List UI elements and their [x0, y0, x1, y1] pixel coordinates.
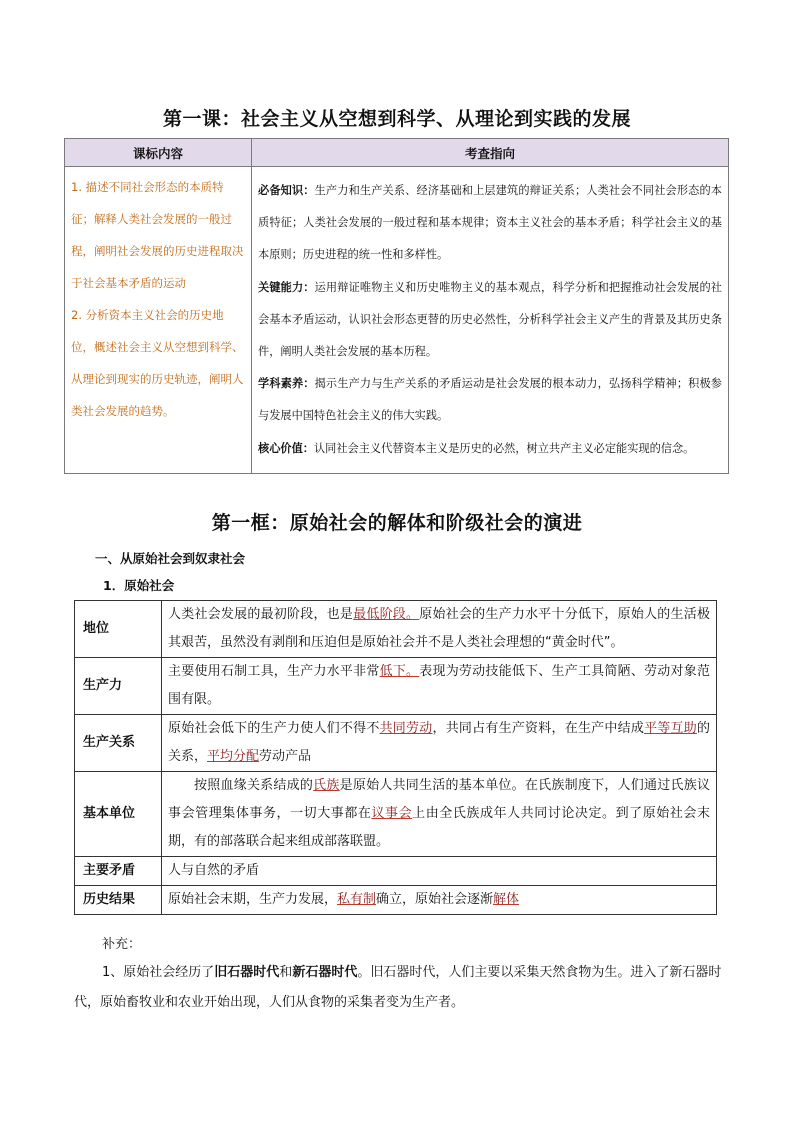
- curriculum-content-cell: [65, 167, 252, 474]
- header-exam-focus: 考查指向: [252, 139, 729, 167]
- standard-item-1: 1. 描述不同社会形态的本质特征；解释人类社会发展的一般过程，阐明社会发展的历史进程取决于社会基本矛盾的运动: [71, 180, 244, 290]
- focus-values: 核心价值：认同社会主义代替资本主义是历史的必然，树立共产主义必定能实现的信念。: [258, 441, 695, 455]
- row-key-basic-unit: 基本单位: [75, 772, 162, 857]
- supplement-paragraph-1: 1、原始社会经历了旧石器时代和新石器时代。旧石器时代，人们主要以采集天然食物为生。进入了新石器时代，原始畜牧业和农业开始出现，人们从食物的采集者变为生产者。: [74, 965, 722, 1010]
- focus-literacy: 学科素养：揭示生产力与生产关系的矛盾运动是社会发展的根本动力，弘扬科学精神；积极参与发展中国特色社会主义的伟大实践。: [258, 377, 722, 423]
- exam-focus-cell: [252, 167, 729, 474]
- section-title: 第一框：原始社会的解体和阶级社会的演进: [211, 512, 583, 534]
- heading-primitive-to-slave: 一、从原始社会到奴隶社会: [95, 551, 246, 566]
- row-key-productivity: 生产力: [75, 658, 162, 715]
- row-value-result: 原始社会末期，生产力发展，私有制确立，原始社会逐渐解体: [162, 886, 717, 915]
- table-row: [75, 886, 717, 915]
- row-key-result: 历史结果: [75, 886, 162, 915]
- table-row: [75, 772, 717, 857]
- focus-ability: 关键能力：运用辩证唯物主义和历史唯物主义的基本观点，科学分析和把握推动社会发展的社会基本矛盾运动，认识社会形态更替的历史必然性，分析科学社会主义产生的背景及其历史条件，阐明人类社会发展的基本历程。: [258, 280, 722, 359]
- row-value-relations: 原始社会低下的生产力使人们不得不共同劳动，共同占有生产资料，在生产中结成平等互助的关系，平均分配劳动产品: [162, 715, 717, 772]
- row-value-status: 人类社会发展的最初阶段，也是最低阶段。原始社会的生产力水平十分低下，原始人的生活极其艰苦，虽然没有剥削和压迫但是原始社会并不是人类社会理想的“黄金时代”。: [162, 601, 717, 658]
- curriculum-table: [64, 138, 729, 474]
- row-value-productivity: 主要使用石制工具，生产力水平非常低下。表现为劳动技能低下、生产工具简陋、劳动对象范围有限。: [162, 658, 717, 715]
- supplement-label: 补充：: [102, 937, 142, 952]
- header-curriculum-content: 课标内容: [65, 139, 252, 167]
- row-key-main-contradiction: 主要矛盾: [75, 857, 162, 886]
- table-row: [75, 658, 717, 715]
- row-value-basic-unit: 按照血缘关系结成的氏族是原始人共同生活的基本单位。在氏族制度下，人们通过氏族议事会管理集体事务，一切大事都在议事会上由全氏族成年人共同讨论决定。到了原始社会末期，有的部落联合起来组成部落联盟。: [162, 772, 717, 857]
- row-key-status: 地位: [75, 601, 162, 658]
- table-row: [75, 715, 717, 772]
- row-value-main-contradiction: 人与自然的矛盾: [162, 857, 717, 886]
- focus-knowledge: 必备知识：生产力和生产关系、经济基础和上层建筑的辩证关系；人类社会不同社会形态的本质特征；人类社会发展的一般过程和基本规律；资本主义社会的基本矛盾；科学社会主义的基本原则；历史进程的统一性和多样性。: [258, 184, 722, 262]
- page-title: 第一课：社会主义从空想到科学、从理论到实践的发展: [162, 108, 631, 130]
- heading-primitive-society: 1．原始社会: [103, 578, 175, 593]
- standard-item-2: 2. 分析资本主义社会的历史地位，概述社会主义从空想到科学、从理论到现实的历史轨迹，阐明人类社会发展的趋势。: [71, 308, 244, 418]
- table-row: [75, 601, 717, 658]
- row-key-relations: 生产关系: [75, 715, 162, 772]
- table-row: [75, 857, 717, 886]
- primitive-society-table: [74, 600, 717, 915]
